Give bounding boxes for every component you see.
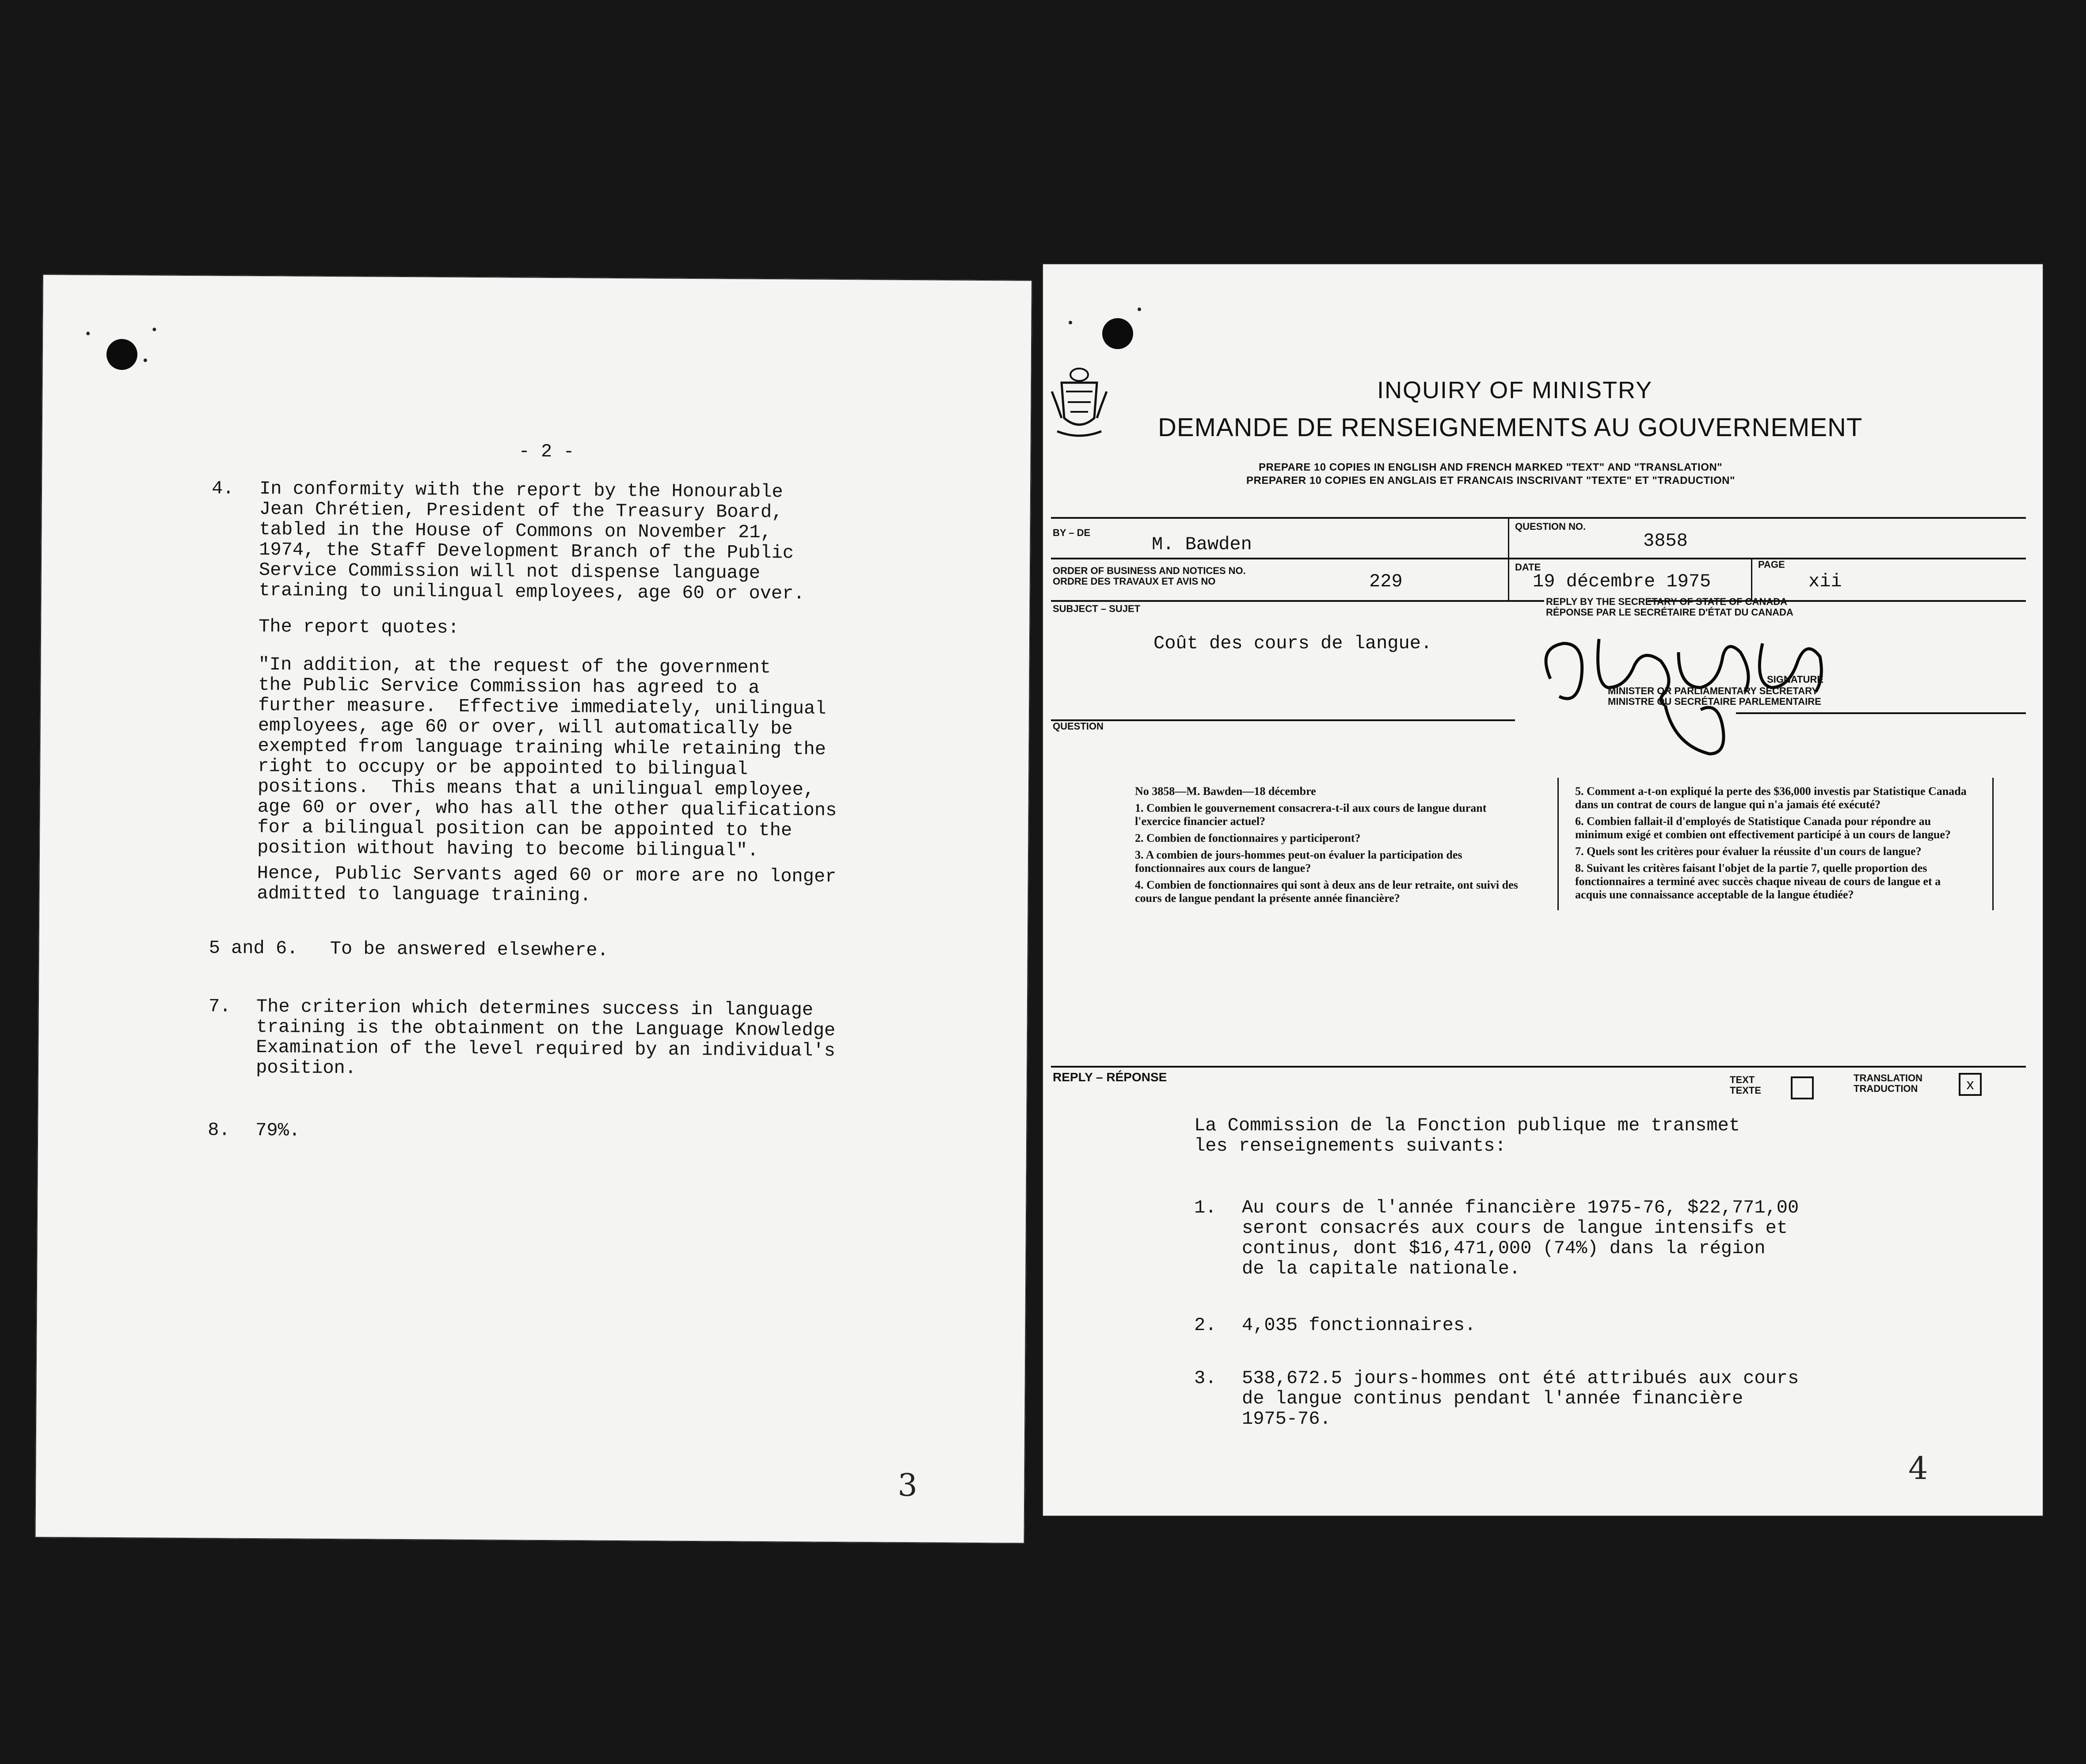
form-rule — [1992, 778, 1994, 910]
reply-intro: La Commission de la Fonction publique me transmet les renseignements suivants: — [1194, 1115, 1740, 1156]
item-4-text: In conformity with the report by the Honourable Jean Chrétien, President of the Treasury Board, tabled in the House of Commons on November 21, 1974, the Staff Development Branch of the Public Service Commission will not dispense language training to unilingual employees, age 60 or over. — [259, 478, 805, 604]
punch-hole — [107, 339, 137, 370]
form-title-english: INQUIRY OF MINISTRY — [1377, 377, 1653, 403]
reply-item-1-text: Au cours de l'année financière 1975-76, $22,771,00 seront consacrés aux cours de langue intensifs et continus, dont $16,471,000 (74%) dans la région de la capitale nationale. — [1242, 1197, 1799, 1279]
item-8-text: 79%. — [255, 1119, 301, 1141]
question-item-2: 2. Combien de fonctionnaires y participeront? — [1135, 832, 1361, 844]
form-rule — [1557, 778, 1559, 910]
question-item-6: 6. Combien fallait-il d'employés de Statistique Canada pour répondre au minimum exigé et combien ont effectivement participé à un cours de langue? — [1575, 815, 1951, 841]
speck — [1069, 321, 1072, 324]
right-page — [1042, 263, 2044, 1517]
question-column-right — [1575, 785, 1973, 905]
page-label: PAGE — [1758, 559, 1785, 570]
form-title-french: DEMANDE DE RENSEIGNEMENTS AU GOUVERNEMENT — [1158, 413, 1863, 442]
item-4-conclusion: Hence, Public Servants aged 60 or more are no longer admitted to language training. — [257, 862, 837, 906]
question-item-3: 3. A combien de jours-hommes peut-on évaluer la participation des fonctionnaires aux cours de langue? — [1135, 848, 1462, 874]
reply-item-2-text: 4,035 fonctionnaires. — [1242, 1315, 1476, 1336]
item-4-number: 4. — [211, 478, 234, 499]
form-rule — [1051, 600, 1544, 602]
prepare-instruction-english: PREPARE 10 COPIES IN ENGLISH AND FRENCH MARKED "TEXT" AND "TRANSLATION" — [1259, 461, 1723, 473]
prepare-instruction-french: PREPARER 10 COPIES EN ANGLAIS ET FRANCAIS INSCRIVANT "TEXTE" ET "TRADUCTION" — [1246, 475, 1735, 487]
item-7-text: The criterion which determines success in language training is the obtainment on the Language Knowledge Examination of the level required by an individual's position. — [255, 996, 836, 1079]
question-item-5: 5. Comment a-t-on expliqué la perte des $36,000 investis par Statistique Canada dans un contrat de cours de langue qui n'a jamais été exécuté? — [1575, 785, 1967, 811]
form-rule — [1508, 519, 1509, 600]
form-rule — [1051, 719, 1515, 721]
date-label: DATE — [1515, 562, 1541, 573]
question-column-left — [1135, 785, 1533, 909]
canada-coat-of-arms-icon — [1048, 365, 1110, 440]
by-label: BY – DE — [1053, 527, 1091, 538]
minister-label: MINISTER OR PARLIAMENTARY SECRETARY MINISTRE OU SECRÉTAIRE PARLEMENTAIRE — [1608, 685, 1821, 707]
item-7-number: 7. — [208, 996, 231, 1017]
by-value: M. Bawden — [1152, 534, 1252, 555]
question-item-4: 4. Combien de fonctionnaires qui sont à deux ans de leur retraite, ont suivi des cours de langue pendant la présente année financière? — [1135, 878, 1518, 905]
handwritten-page-number: 3 — [898, 1467, 918, 1504]
question-item-1: 1. Combien le gouvernement consacrera-t-il aux cours de langue durant l'exercice financier actuel? — [1135, 802, 1487, 828]
item-8-number: 8. — [208, 1119, 230, 1141]
translation-label: TRANSLATION TRADUCTION — [1854, 1072, 1923, 1094]
question-item-7: 7. Quels sont les critères pour évaluer la réussite d'un cours de langue? — [1575, 845, 1922, 858]
left-page — [35, 274, 1032, 1544]
form-rule — [1051, 558, 2026, 559]
speck — [86, 332, 90, 335]
speck — [152, 328, 156, 331]
form-rule — [1051, 1066, 2026, 1068]
question-label: QUESTION — [1053, 721, 1104, 732]
reply-item-1-number: 1. — [1194, 1197, 1217, 1218]
subject-value: Coût des cours de langue. — [1153, 633, 1432, 654]
translation-checkbox: x — [1959, 1073, 1982, 1096]
question-no-label: QUESTION NO. — [1515, 521, 1586, 532]
speck — [144, 358, 147, 362]
date-value: 19 décembre 1975 — [1533, 571, 1711, 592]
text-checkbox — [1791, 1076, 1814, 1099]
item-5-6-text: To be answered elsewhere. — [330, 938, 609, 961]
punch-hole — [1102, 318, 1133, 349]
reply-item-3-number: 3. — [1194, 1368, 1217, 1389]
handwritten-page-number: 4 — [1908, 1450, 1928, 1486]
signature-label: SIGNATURE — [1767, 674, 1823, 685]
reply-by-label: REPLY BY THE SECRETARY OF STATE OF CANADA RÉPONSE PAR LE SECRÉTAIRE D'ÉTAT DU CANADA — [1546, 596, 1793, 618]
reply-item-2-number: 2. — [1194, 1315, 1217, 1336]
form-rule — [1051, 517, 2026, 519]
report-intro: The report quotes: — [258, 616, 459, 639]
text-label: TEXT TEXTE — [1730, 1074, 1761, 1096]
reply-item-3-text: 538,672.5 jours-hommes ont été attribués aux cours de langue continus pendant l'année financière 1975-76. — [1242, 1368, 1799, 1429]
reply-label: REPLY – RÉPONSE — [1053, 1070, 1167, 1084]
question-no-value: 3858 — [1643, 530, 1688, 551]
question-item-8: 8. Suivant les critères faisant l'objet de la partie 7, quelle proportion des fonctionnaires a terminé avec succès chaque niveau de cours de langue et a acquis une connaissance acceptable de la langue étudiée? — [1575, 862, 1941, 901]
page-number: - 2 - — [518, 441, 575, 463]
order-label: ORDER OF BUSINESS AND NOTICES NO. ORDRE DES TRAVAUX ET AVIS NO — [1053, 565, 1246, 587]
order-value: 229 — [1369, 571, 1403, 592]
page-value: xii — [1808, 571, 1842, 592]
item-5-6-number: 5 and 6. — [209, 937, 298, 959]
speck — [1138, 308, 1141, 311]
subject-label: SUBJECT – SUJET — [1053, 603, 1141, 614]
form-rule — [1751, 559, 1752, 600]
question-header: No 3858—M. Bawden—18 décembre — [1135, 785, 1316, 798]
report-quote: "In addition, at the request of the government the Public Service Commission has agreed to a further measure. Effective immediately, unilingual employees, age 60 or over, will automatically be exempted from language training while retaining the right to occupy or be appointed to bilingual positions. This means that a unilingual employee, age 60 or over, who has all the other qualifications for a bilingual position can be appointed to the position without having to become bilingual". — [257, 654, 837, 861]
